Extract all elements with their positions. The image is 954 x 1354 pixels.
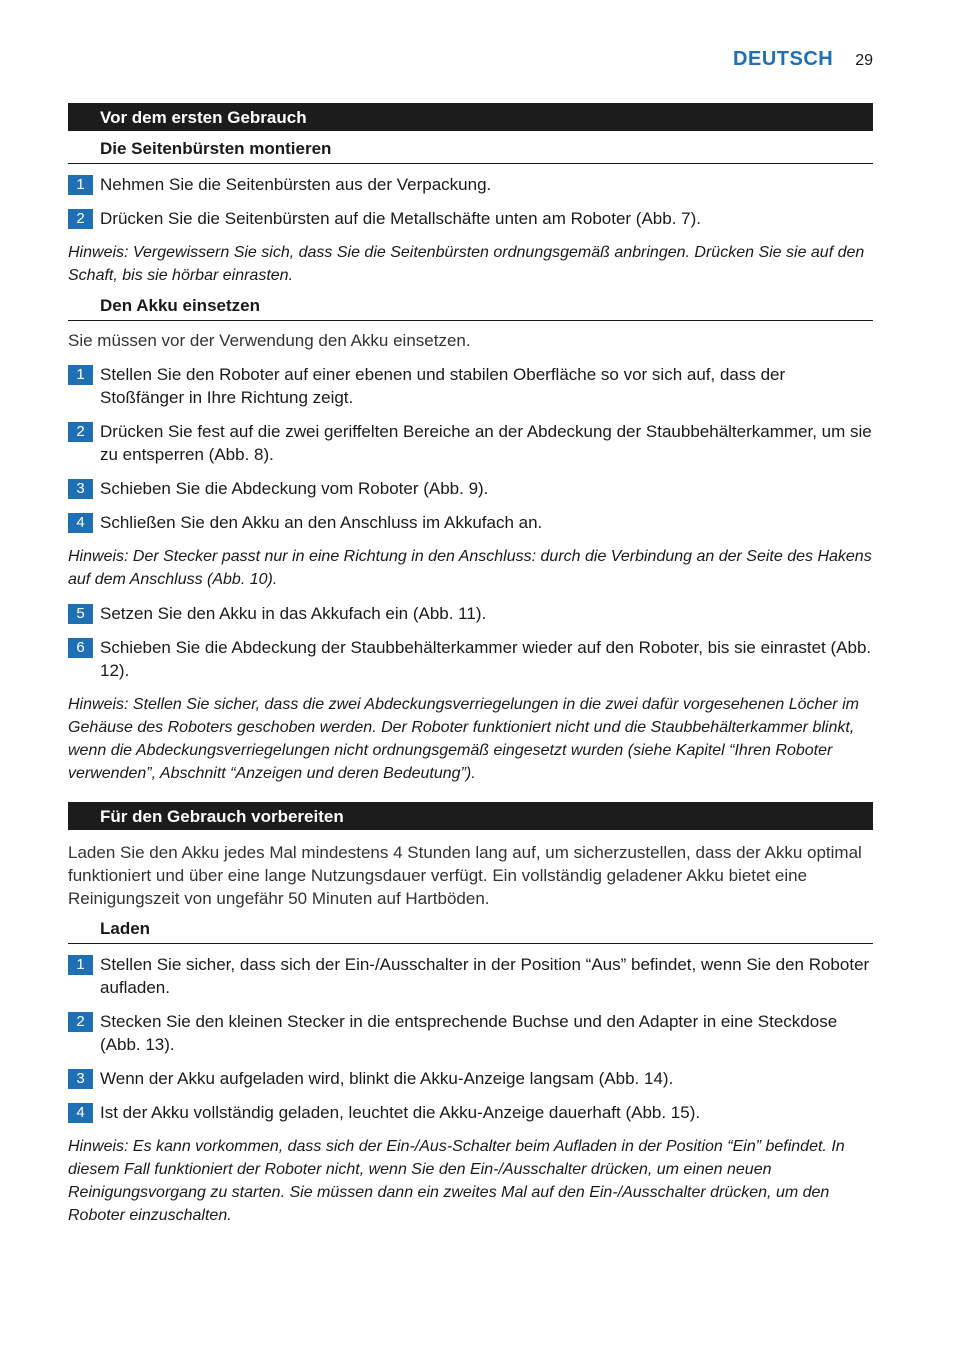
- insert-battery-steps: [68, 363, 873, 534]
- section-heading-prepare-use: Für den Gebrauch vorbereiten: [68, 802, 873, 830]
- step-text: Schieben Sie die Abdeckung der Staubbehälterkammer wieder auf den Roboter, bis sie einrastet (Abb. 12).: [100, 638, 872, 680]
- side-brushes-steps: [68, 173, 873, 230]
- list-item: [68, 636, 873, 682]
- list-item: [68, 207, 873, 230]
- step-number-badge: 1: [68, 365, 93, 385]
- charging-steps: [68, 953, 873, 1124]
- list-item: [68, 602, 873, 625]
- step-text: Drücken Sie die Seitenbürsten auf die Metallschäfte unten am Roboter (Abb. 7).: [100, 209, 702, 228]
- step-text: Stecken Sie den kleinen Stecker in die entsprechende Buchse und den Adapter in eine Steckdose (Abb. 13).: [100, 1012, 838, 1054]
- step-text: Drücken Sie fest auf die zwei geriffelten Bereiche an der Abdeckung der Staubbehälterkammer, um sie zu entsperren (Abb. 8).: [100, 422, 872, 464]
- document-body: [68, 103, 873, 1227]
- list-item: [68, 363, 873, 409]
- section-heading-first-use: Vor dem ersten Gebrauch: [68, 103, 873, 131]
- language-label: DEUTSCH: [733, 48, 834, 70]
- step-text: Nehmen Sie die Seitenbürsten aus der Verpackung.: [100, 175, 492, 194]
- note-cover-locks: Hinweis: Stellen Sie sicher, dass die zwei Abdeckungsverriegelungen in die zwei dafür vorgesehenen Löcher im Gehäuse des Roboters geschoben werden. Der Roboter funktioniert nicht und die Staubbehälterkammer blinkt, wenn die Abdeckungsverriegelungen nicht ordnungsgemäß eingesetzt wurden (siehe Kapitel “Ihren Roboter verwenden”, Abschnitt “Anzeigen und deren Bedeutung”).: [68, 696, 859, 782]
- step-text: Schieben Sie die Abdeckung vom Roboter (Abb. 9).: [100, 479, 489, 498]
- step-number-badge: 2: [68, 209, 93, 229]
- note-side-brushes: Hinweis: Vergewissern Sie sich, dass Sie die Seitenbürsten ordnungsgemäß anbringen. Drücken Sie sie auf den Schaft, bis sie hörbar einrasten.: [68, 244, 865, 284]
- intro-insert-battery: Sie müssen vor der Verwendung den Akku einsetzen.: [68, 331, 471, 350]
- step-text: Stellen Sie sicher, dass sich der Ein-/Ausschalter in der Position “Aus” befindet, wenn Sie den Roboter aufladen.: [100, 955, 870, 997]
- step-number-badge: 3: [68, 479, 93, 499]
- subheading-insert-battery: Den Akku einsetzen: [68, 288, 873, 321]
- step-number-badge: 1: [68, 955, 93, 975]
- note-connector: Hinweis: Der Stecker passt nur in eine Richtung in den Anschluss: durch die Verbindung an der Seite des Hakens auf dem Anschluss (Abb. 10).: [68, 548, 872, 588]
- step-number-badge: 4: [68, 513, 93, 533]
- list-item: [68, 420, 873, 466]
- step-text: Stellen Sie den Roboter auf einer ebenen und stabilen Oberfläche so vor sich auf, dass der Stoßfänger in Ihre Richtung zeigt.: [100, 365, 786, 407]
- step-number-badge: 3: [68, 1069, 93, 1089]
- list-item: [68, 1101, 873, 1124]
- list-item: [68, 173, 873, 196]
- intro-prepare-use: Laden Sie den Akku jedes Mal mindestens 4 Stunden lang auf, um sicherzustellen, dass der Akku optimal funktioniert und über eine lange Nutzungsdauer verfügt. Ein vollständig geladener Akku bietet eine Reinigungszeit von ungefähr 50 Minuten auf Hartböden.: [68, 843, 862, 908]
- step-number-badge: 5: [68, 604, 93, 624]
- step-number-badge: 2: [68, 422, 93, 442]
- subheading-side-brushes: Die Seitenbürsten montieren: [68, 131, 873, 164]
- step-number-badge: 2: [68, 1012, 93, 1032]
- list-item: [68, 1010, 873, 1056]
- step-text: Schließen Sie den Akku an den Anschluss im Akkufach an.: [100, 513, 543, 532]
- step-text: Wenn der Akku aufgeladen wird, blinkt die Akku-Anzeige langsam (Abb. 14).: [100, 1069, 674, 1088]
- list-item: [68, 1067, 873, 1090]
- step-text: Setzen Sie den Akku in das Akkufach ein (Abb. 11).: [100, 604, 487, 623]
- step-number-badge: 4: [68, 1103, 93, 1123]
- page-number: 29: [855, 52, 873, 69]
- list-item: [68, 511, 873, 534]
- list-item: [68, 953, 873, 999]
- subheading-charging: Laden: [68, 911, 873, 944]
- step-text: Ist der Akku vollständig geladen, leuchtet die Akku-Anzeige dauerhaft (Abb. 15).: [100, 1103, 701, 1122]
- list-item: [68, 477, 873, 500]
- insert-battery-steps-continued: [68, 602, 873, 682]
- step-number-badge: 1: [68, 175, 93, 195]
- step-number-badge: 6: [68, 638, 93, 658]
- note-charging-switch: Hinweis: Es kann vorkommen, dass sich der Ein-/Aus-Schalter beim Aufladen in der Position “Ein” befindet. In diesem Fall funktioniert der Roboter nicht, wenn Sie den Ein-/Ausschalter drücken, um einen neuen Reinigungsvorgang zu starten. Sie müssen dann ein zweites Mal auf den Ein-/Ausschalter drücken, um den Roboter einzuschalten.: [68, 1138, 845, 1224]
- page-header: [733, 48, 873, 71]
